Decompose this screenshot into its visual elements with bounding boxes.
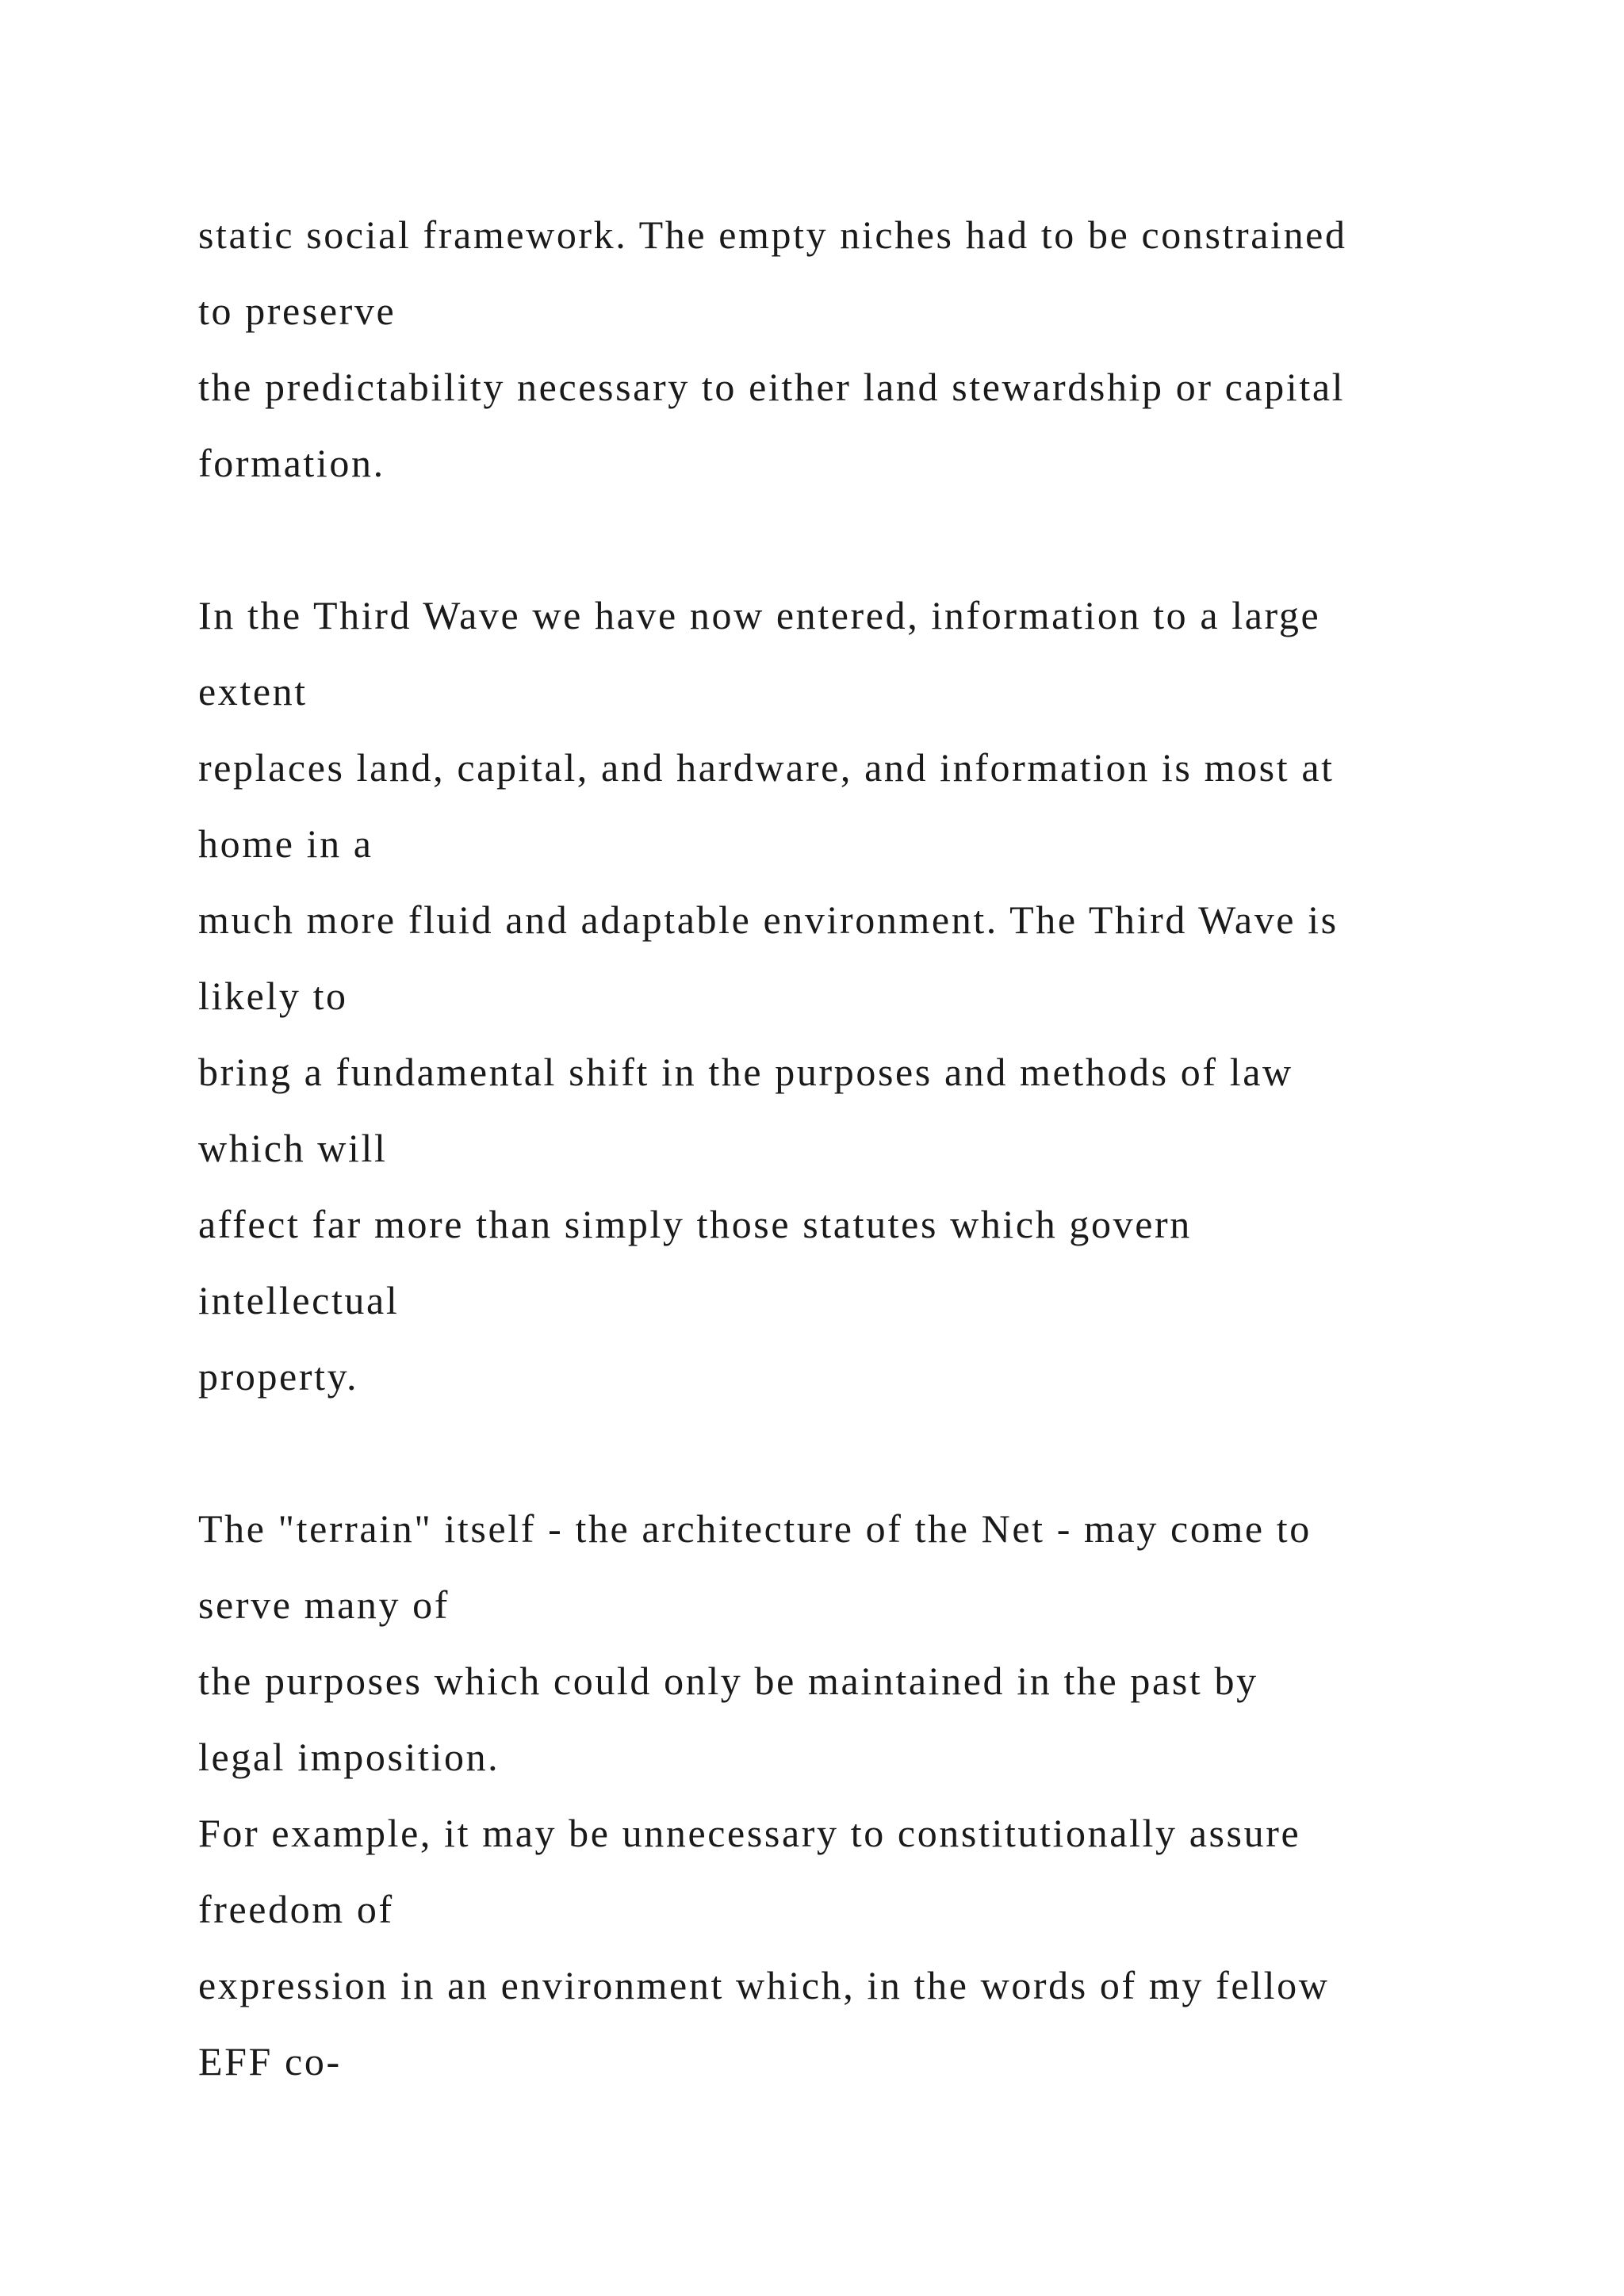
text-line: formation. <box>198 441 385 485</box>
paragraph-spacer <box>198 1414 1499 1490</box>
text-line: to preserve <box>198 289 396 333</box>
text-line: EFF co- <box>198 2039 342 2084</box>
text-line: replaces land, capital, and hardware, and information is most at <box>198 745 1335 790</box>
paragraph-spacer <box>198 501 1499 577</box>
text-line: serve many of <box>198 1582 450 1627</box>
body-text <box>198 197 1499 2099</box>
text-line: intellectual <box>198 1278 400 1322</box>
paragraph-2 <box>198 577 1499 1414</box>
text-line: property. <box>198 1354 359 1399</box>
text-line: static social framework. The empty niches had to be constrained <box>198 212 1347 257</box>
text-line: bring a fundamental shift in the purposes and methods of law <box>198 1050 1293 1094</box>
text-line: For example, it may be unnecessary to constitutionally assure <box>198 1811 1301 1855</box>
text-line: much more fluid and adaptable environment. The Third Wave is <box>198 897 1339 942</box>
text-line: The "terrain" itself - the architecture of the Net - may come to <box>198 1506 1312 1551</box>
text-line: expression in an environment which, in the words of my fellow <box>198 1963 1330 2007</box>
text-line: which will <box>198 1126 388 1170</box>
text-line: affect far more than simply those statutes which govern <box>198 1202 1192 1246</box>
text-line: the predictability necessary to either land stewardship or capital <box>198 365 1346 409</box>
text-line: extent <box>198 669 308 714</box>
text-line: legal imposition. <box>198 1735 500 1779</box>
paragraph-3 <box>198 1490 1499 2099</box>
text-line: likely to <box>198 974 348 1018</box>
text-line: the purposes which could only be maintained in the past by <box>198 1659 1258 1703</box>
text-line: In the Third Wave we have now entered, information to a large <box>198 593 1321 637</box>
text-line: home in a <box>198 821 373 866</box>
paragraph-1 <box>198 197 1499 501</box>
text-line: freedom of <box>198 1887 394 1931</box>
